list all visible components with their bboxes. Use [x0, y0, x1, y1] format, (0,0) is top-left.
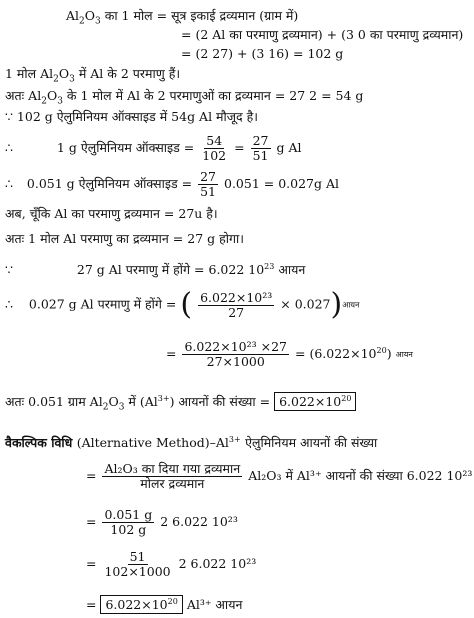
denominator: 51: [252, 148, 269, 163]
text: ) आयनों की संख्या =: [169, 394, 271, 410]
o-text: O: [84, 8, 96, 23]
text: O: [58, 66, 70, 81]
text: में Al के 2 परमाणु हैं।: [78, 66, 181, 81]
line-0051g-oxide: [5, 170, 339, 199]
line-alt-step2: [86, 550, 256, 579]
alternative-method-heading: [5, 432, 377, 450]
equals: =: [86, 514, 97, 529]
equals: =: [166, 346, 177, 361]
text: 27 g Al परमाणु में होंगे = 6.022 10: [76, 262, 265, 278]
denominator: 27: [228, 304, 245, 320]
text: × 0.027: [280, 296, 331, 312]
line-mole-definition: $Al_2O_3$ का 1 मोल = सूत्र इकाई द्रव्यमान (ग्राम में): [66, 8, 299, 27]
superscript: 20: [376, 345, 387, 355]
line-al-atoms: 1 मोल $Al_2O_3$ में Al के 2 परमाणु हैं।: [5, 66, 181, 85]
superscript: 20: [341, 394, 352, 403]
line-alt-answer: [86, 594, 242, 612]
line-alt-formula: [86, 462, 472, 491]
text: 6.022×10: [105, 597, 168, 613]
line-mass-expression: = (2 Al का परमाणु द्रव्यमान) + (3 0 का परमाणु द्रव्यमान): [181, 27, 464, 42]
text: O: [46, 88, 58, 103]
fraction: [102, 508, 154, 537]
text: Al³⁺ आयन: [186, 597, 243, 613]
therefore-symbol: ∴: [5, 176, 13, 191]
denominator: 102: [202, 148, 227, 163]
formula-unit-mass-text: का 1 मोल = सूत्र इकाई द्रव्यमान (ग्राम में): [104, 8, 299, 23]
text: आयन: [342, 300, 360, 310]
numerator: Al₂O₃ का दिया गया द्रव्यमान: [104, 461, 241, 476]
text: Al₂O₃ में Al³⁺ आयनों की संख्या 6.022 10²³: [248, 468, 473, 483]
denominator: 102×1000: [104, 564, 171, 579]
text: O: [108, 394, 119, 410]
numerator: 27: [252, 133, 269, 148]
therefore-symbol: ∴: [5, 140, 13, 155]
fraction: [198, 291, 274, 320]
numerator: 51: [129, 549, 146, 564]
superscript: 3+: [228, 435, 241, 444]
fraction: [200, 134, 228, 163]
text: 0.027 g Al परमाणु में होंगे =: [28, 296, 177, 312]
line-alt-step1: [86, 508, 238, 537]
text: ): [386, 346, 392, 361]
fraction: [198, 170, 218, 199]
line-27g-ions: [5, 259, 305, 277]
line-since-statement: ∵ 102 g ऐलुमिनियम ऑक्साइड में 54g Al मौजूद है।: [5, 109, 259, 124]
superscript: 23: [264, 262, 275, 271]
numerator: 27: [200, 169, 217, 184]
text: के 1 मोल में Al के 2 परमाणुओं का द्रव्यमान = 27 2 = 54 g: [66, 88, 364, 103]
superscript: 3+: [157, 394, 170, 403]
text: अतः 0.051 ग्राम Al: [5, 394, 103, 410]
line-final-answer: अतः 0.051 ग्राम $Al_2O_3$ में $(Al^{3+})$ आयनों की संख्या = $6.022\times 10^{20}$: [5, 391, 356, 416]
equals: =: [86, 468, 97, 483]
text: 2 6.022 10²³: [178, 556, 257, 571]
therefore-symbol: ∴: [5, 296, 13, 312]
text: वैकल्पिक विधि: [5, 435, 73, 451]
numerator: 6.022×10²³: [200, 289, 273, 305]
text: 0.051 = 0.027g Al: [224, 176, 339, 191]
line-result-calc: [166, 340, 413, 369]
text: 6.022×10: [279, 394, 342, 410]
numerator: 0.051 g: [104, 507, 153, 522]
text: 1 g ऐलुमिनियम ऑक्साइड =: [56, 140, 195, 155]
text: आयन: [395, 350, 413, 359]
denominator: 27×1000: [206, 354, 265, 369]
text: (Alternative Method)–Al: [76, 435, 229, 451]
equals: =: [86, 597, 97, 613]
text: अतः Al: [5, 88, 42, 103]
text: में (Al: [128, 394, 158, 410]
text: g Al: [276, 140, 302, 155]
fraction: [251, 134, 271, 163]
because-symbol: ∵: [5, 262, 13, 278]
line-0027g-ions: ∴ 0.027 g Al परमाणु में होंगे = ( $\frac{\text{6.022×10²³}}{27}$ × 0.027)आयन: [5, 287, 360, 322]
superscript: 20: [167, 597, 178, 606]
fraction: [102, 462, 242, 491]
numerator: 54: [206, 133, 223, 148]
text: = (6.022×10: [295, 346, 377, 361]
line-al-atom-mass: अतः $Al_2O_3$ के 1 मोल में Al के 2 परमाणुओं का द्रव्यमान = 27 2 = 54 g: [5, 88, 364, 107]
numerator: 6.022×10²³ ×27: [184, 339, 288, 354]
text: 0.051 g ऐलुमिनियम ऑक्साइड =: [26, 176, 193, 191]
text: आयन: [278, 262, 306, 278]
denominator: 102 g: [110, 522, 147, 537]
equals: =: [86, 556, 97, 571]
al-text: Al: [66, 8, 80, 23]
equals: =: [234, 140, 245, 155]
text: ऐलुमिनियम आयनों की संख्या: [245, 435, 378, 451]
fraction: [102, 550, 172, 579]
answer-box: [100, 595, 182, 614]
line-mass-value: = (2 27) + (3 16) = 102 g: [181, 46, 344, 61]
line-1g-oxide: [5, 134, 301, 163]
line-atomic-mass: अब, चूँकि Al का परमाणु द्रव्यमान = 27u है।: [5, 206, 218, 221]
answer-box: [274, 392, 356, 411]
fraction: [182, 340, 289, 369]
denominator: 51: [200, 184, 217, 199]
denominator: मोलर द्रव्यमान: [140, 476, 205, 491]
line-molar-mass: अतः 1 मोल Al परमाणु का द्रव्यमान = 27 g होगा।: [5, 231, 244, 246]
text: 1 मोल Al: [5, 66, 54, 81]
text: 2 6.022 10²³: [160, 514, 238, 529]
